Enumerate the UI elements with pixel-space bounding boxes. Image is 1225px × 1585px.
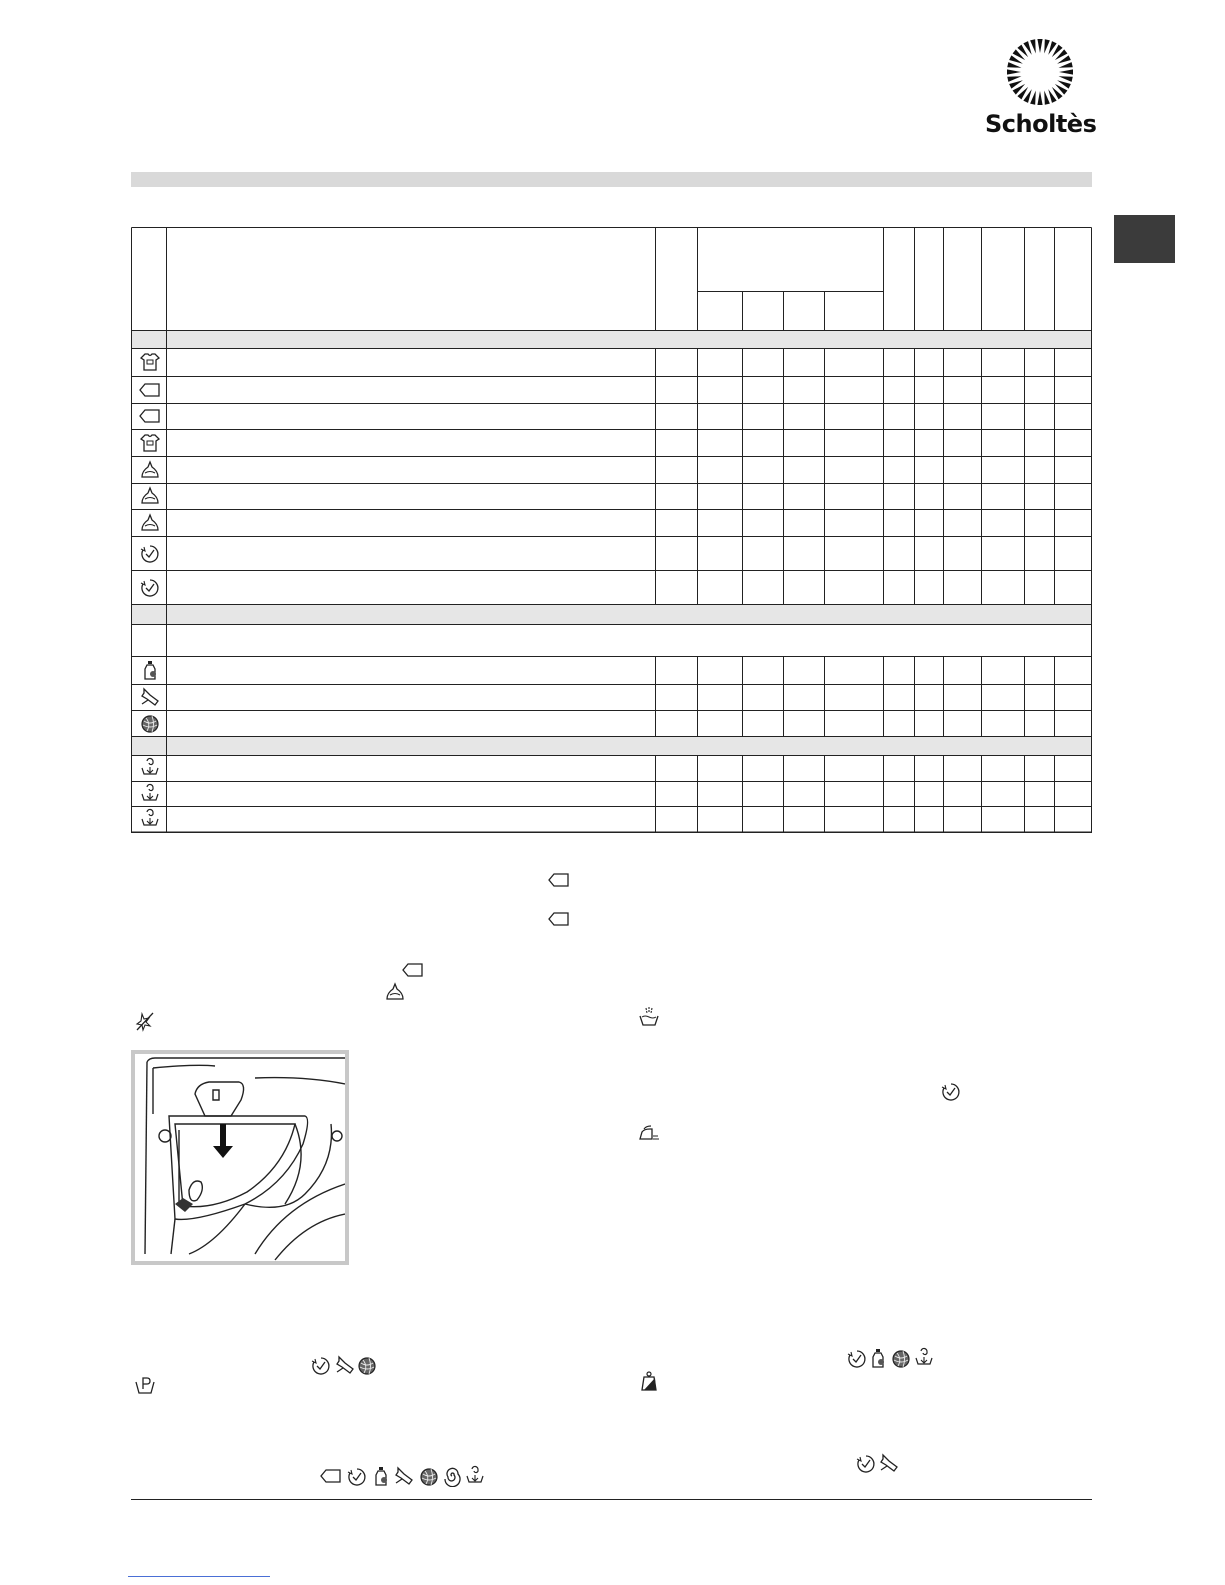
tag-icon — [139, 405, 161, 427]
timer-icon — [139, 576, 161, 598]
timer-icon — [855, 1452, 877, 1474]
spin-drain-icon — [139, 757, 161, 779]
shoe-icon — [878, 1452, 900, 1474]
dispenser-drawer-illustration — [135, 1054, 345, 1261]
sparkle-cancel-icon — [134, 1010, 156, 1032]
timer-icon — [310, 1354, 332, 1376]
sun-icon — [985, 38, 1095, 110]
basin-water-icon — [638, 1005, 660, 1027]
spin-drain-icon — [139, 783, 161, 805]
tag-icon — [320, 1465, 342, 1487]
language-tab — [1114, 215, 1175, 263]
bag-icon — [139, 459, 161, 481]
wool-ball-icon — [139, 712, 161, 734]
shoe-icon — [334, 1354, 356, 1376]
shoe-icon — [139, 686, 161, 708]
footer-rule — [131, 1499, 1092, 1500]
table-section-band — [132, 331, 1091, 348]
weight-icon — [638, 1370, 660, 1392]
timer-icon — [346, 1465, 368, 1487]
spin-drain-icon — [464, 1465, 486, 1487]
iron-icon — [638, 1122, 660, 1144]
timer-icon — [846, 1347, 868, 1369]
wool-ball-icon — [356, 1354, 378, 1376]
wool-ball-icon — [418, 1465, 440, 1487]
footer-link-underline[interactable] — [128, 1576, 270, 1577]
bottle-icon — [139, 659, 161, 681]
tag-icon — [139, 379, 161, 401]
logo-text: Scholtès — [985, 110, 1097, 138]
spin-drain-icon — [913, 1347, 935, 1369]
dispenser-drawer-figure — [131, 1050, 349, 1265]
bag-icon — [139, 512, 161, 534]
tag-icon — [548, 869, 570, 891]
timer-icon — [940, 1080, 962, 1102]
shirt-icon — [139, 351, 161, 373]
shoe-icon — [393, 1465, 415, 1487]
wool-ball-icon — [890, 1347, 912, 1369]
tag-icon — [548, 908, 570, 930]
table-section-band — [132, 605, 1091, 624]
brand-logo — [985, 38, 1095, 142]
table-section-band — [132, 737, 1091, 755]
spin-drain-icon — [139, 808, 161, 830]
bag-icon — [139, 485, 161, 507]
basin-prewash-icon — [134, 1374, 156, 1396]
programme-table — [131, 227, 1092, 841]
shirt-icon — [139, 432, 161, 454]
bag-icon — [384, 981, 406, 1003]
section-header-bar — [131, 172, 1092, 187]
timer-icon — [139, 542, 161, 564]
bottle-icon — [370, 1465, 392, 1487]
tag-icon — [402, 959, 424, 981]
bottle-icon — [867, 1347, 889, 1369]
spiral-icon — [441, 1465, 463, 1487]
